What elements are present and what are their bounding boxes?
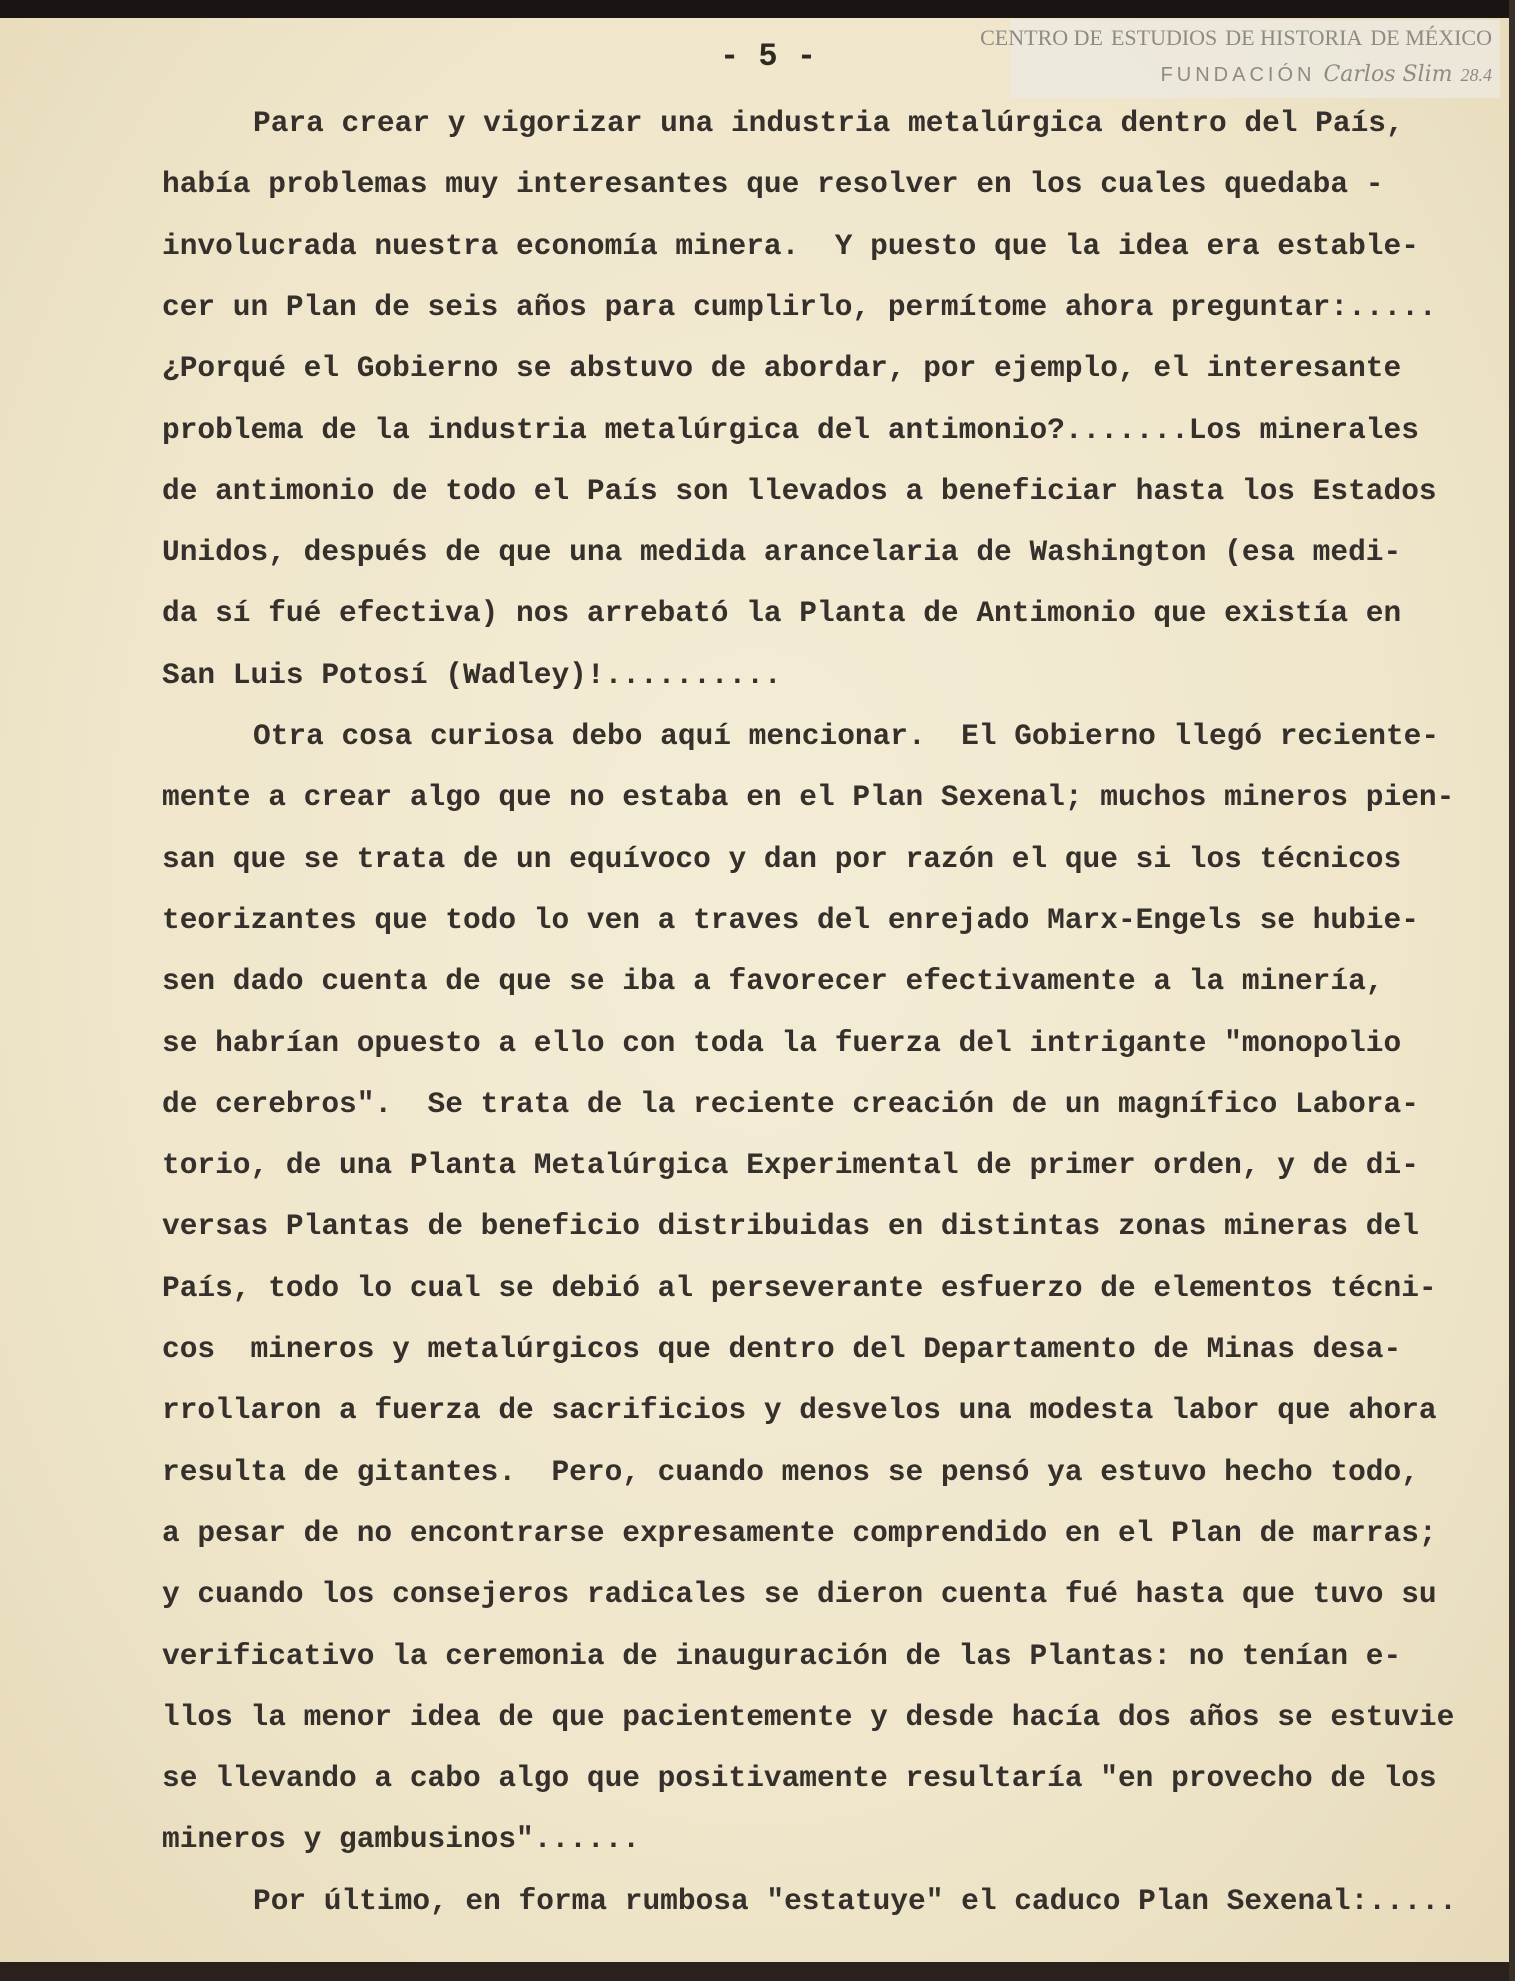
text-line: se llevando a cabo algo que positivamente resultaría "en provecho de los — [162, 1761, 1437, 1796]
watermark-line: CENTRO DE — [980, 25, 1103, 50]
text-line: había problemas muy interesantes que resolver en los cuales quedaba - — [162, 167, 1384, 202]
scan-border-right — [1509, 0, 1515, 1981]
text-line: de antimonio de todo el País son llevados a beneficiar hasta los Estados — [162, 473, 1437, 508]
watermark-title-row — [980, 20, 1500, 56]
text-line: País, todo lo cual se debió al perseverante esfuerzo de elementos técni- — [162, 1270, 1437, 1305]
text-line: teorizantes que todo lo ven a traves del enrejado Marx-Engels se hubie- — [162, 902, 1419, 937]
text-line: verificativo la ceremonia de inauguración de las Plantas: no tenían e- — [162, 1638, 1402, 1673]
archive-watermark — [980, 20, 1500, 98]
page-number: - 5 - — [720, 38, 817, 75]
watermark-line: ESTUDIOS — [1110, 25, 1218, 50]
text-line: rrollaron a fuerza de sacrificios y desvelos una modesta labor que ahora — [162, 1393, 1437, 1428]
text-line: se habrían opuesto a ello con toda la fuerza del intrigante "monopolio — [162, 1025, 1402, 1060]
text-line: torio, de una Planta Metalúrgica Experimental de primer orden, y de di- — [162, 1148, 1419, 1183]
text-line: involucrada nuestra economía minera. Y puesto que la idea era estable- — [162, 228, 1419, 263]
text-line: cer un Plan de seis años para cumplirlo, permítome ahora preguntar:..... — [162, 289, 1437, 324]
watermark-signature: Carlos Slim — [1323, 62, 1453, 87]
text-line: resulta de gitantes. Pero, cuando menos se pensó ya estuvo hecho todo, — [162, 1454, 1419, 1489]
text-line: da sí fué efectiva) nos arrebató la Planta de Antimonio que existía en — [162, 596, 1402, 631]
watermark-line: DE HISTORIA — [1225, 25, 1363, 50]
text-line: Otra cosa curiosa debo aquí mencionar. El Gobierno llegó reciente- — [253, 719, 1440, 753]
text-line: mente a crear algo que no estaba en el Plan Sexenal; muchos mineros pien- — [162, 780, 1455, 815]
text-line: ¿Porqué el Gobierno se abstuvo de abordar, por ejemplo, el interesante — [162, 351, 1402, 386]
text-line: a pesar de no encontrarse expresamente comprendido en el Plan de marras; — [162, 1515, 1437, 1550]
text-line: san que se trata de un equívoco y dan por razón el que si los técnicos — [162, 841, 1402, 876]
handwritten-note: 28.4 — [1460, 65, 1492, 85]
text-line: sen dado cuenta de que se iba a favorecer efectivamente a la minería, — [162, 964, 1384, 999]
text-line: San Luis Potosí (Wadley)!.......... — [162, 657, 782, 692]
scan-border-top — [0, 0, 1515, 18]
text-line: Por último, en forma rumbosa "estatuye" el caduco Plan Sexenal:..... — [253, 1883, 1457, 1918]
watermark-foundation-row — [1010, 56, 1500, 94]
text-line: cos mineros y metalúrgicos que dentro del Departamento de Minas desa- — [162, 1332, 1402, 1366]
text-line: y cuando los consejeros radicales se dieron cuenta fué hasta que tuvo su — [162, 1577, 1437, 1612]
text-line: Para crear y vigorizar una industria metalúrgica dentro del País, — [253, 106, 1404, 140]
watermark-foundation: FUNDACIÓN — [1160, 64, 1316, 86]
text-line: mineros y gambusinos"...... — [162, 1822, 640, 1857]
text-line: Unidos, después de que una medida arancelaria de Washington (esa medi- — [162, 535, 1402, 570]
text-line: versas Plantas de beneficio distribuidas en distintas zonas mineras del — [162, 1209, 1419, 1244]
watermark-line: DE MÉXICO — [1370, 25, 1492, 50]
scan-border-bottom — [0, 1962, 1515, 1981]
text-line: de cerebros". Se trata de la reciente creación de un magnífico Labora- — [162, 1086, 1419, 1121]
text-line: llos la menor idea de que pacientemente y desde hacía dos años se estuvie — [162, 1699, 1455, 1734]
text-line: problema de la industria metalúrgica del antimonio?.......Los minerales — [162, 412, 1419, 447]
